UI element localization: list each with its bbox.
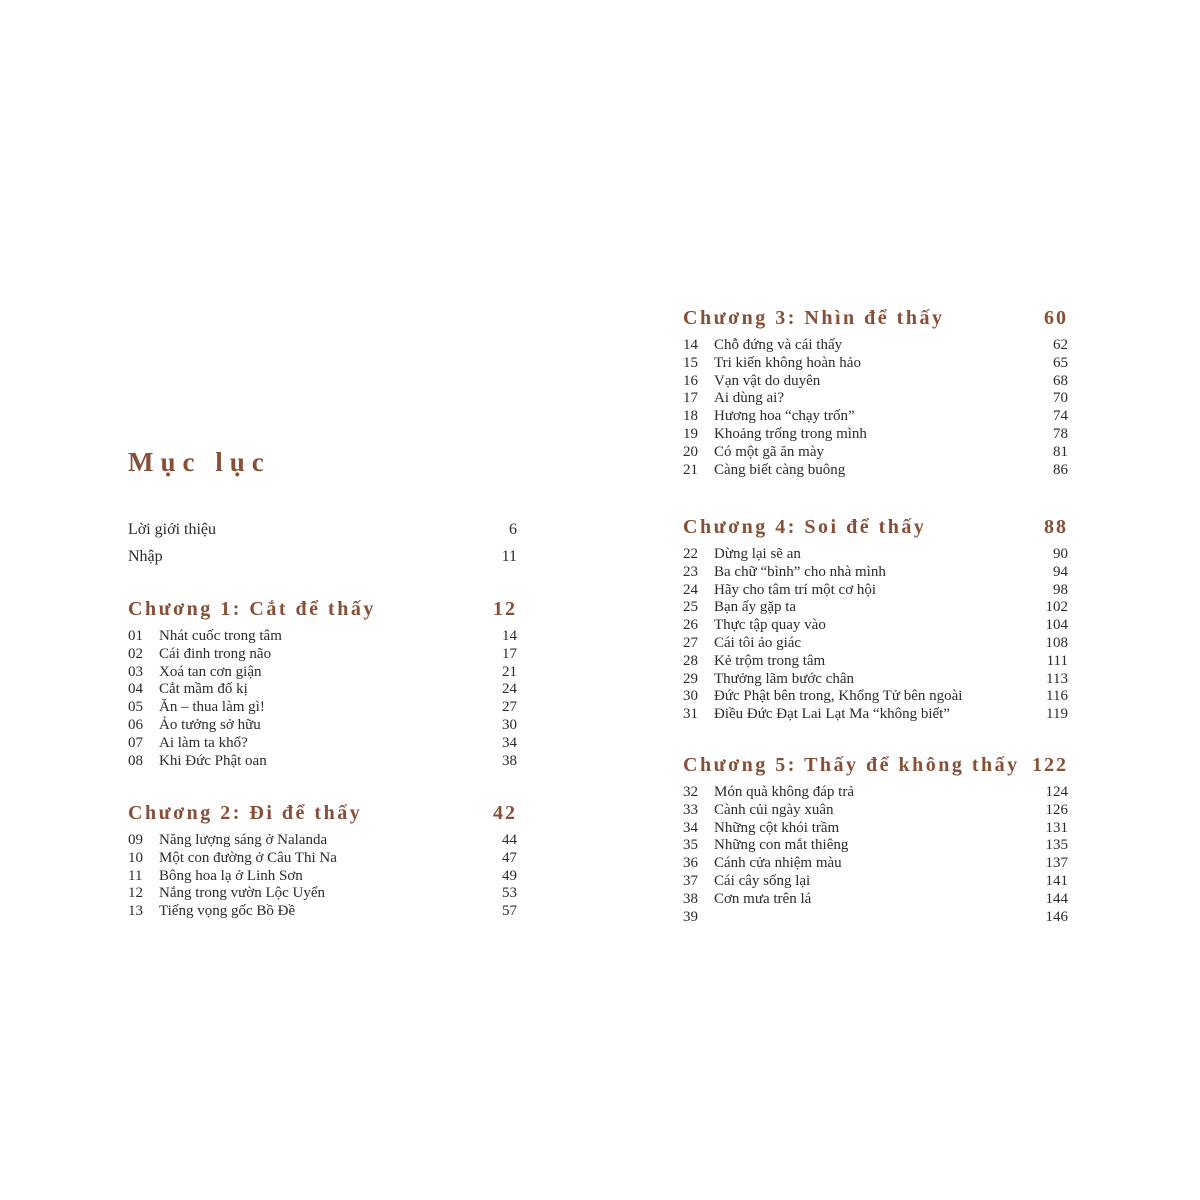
toc-item [128, 735, 517, 753]
toc-item [683, 855, 1068, 873]
toc-item-title: Dừng lại sẽ an [714, 546, 801, 562]
toc-item-title: Tiếng vọng gốc Bồ Đề [159, 903, 296, 920]
toc-item-page: 44 [502, 832, 517, 848]
toc-item-title: Thực tập quay vào [714, 617, 826, 634]
toc-item-number: 35 [683, 837, 698, 854]
toc-item-page: 113 [1046, 670, 1068, 687]
chapter-heading-row [683, 514, 1068, 540]
toc-item [683, 599, 1068, 617]
toc-item-number: 31 [683, 706, 698, 723]
toc-item-page: 104 [1045, 617, 1068, 634]
toc-item-page: 141 [1045, 872, 1068, 889]
toc-item-page: 62 [1053, 337, 1068, 353]
chapter-heading: Chương 5: Thấy để không thấy [683, 754, 1020, 776]
toc-item [683, 688, 1068, 706]
toc-item-number: 29 [683, 670, 698, 687]
front-matter-title: Lời giới thiệu [128, 521, 217, 538]
toc-item-title: Những con mắt thiêng [714, 837, 849, 854]
toc-item [128, 868, 517, 886]
toc-item-number: 30 [683, 688, 698, 705]
toc-item-page: 111 [1046, 652, 1068, 669]
toc-left-column [128, 0, 517, 1200]
toc-item-title: Ba chữ “bình” cho nhà mình [714, 563, 886, 580]
toc-item-number: 34 [683, 819, 698, 836]
toc-item-title: Ảo tưởng sở hữu [159, 716, 261, 733]
toc-item-title: Hãy cho tâm trí một cơ hội [714, 581, 877, 598]
chapter-page-number: 60 [1044, 307, 1068, 329]
toc-item-title: Hương hoa “chạy trốn” [714, 408, 855, 425]
toc-item-number: 22 [683, 546, 698, 562]
toc-item-number: 01 [128, 628, 143, 644]
toc-item-number: 27 [683, 634, 698, 651]
toc-item-number: 28 [683, 652, 698, 669]
chapter-block [683, 752, 1068, 926]
toc-item-page: 124 [1045, 784, 1068, 800]
chapter-item-list [683, 337, 1068, 479]
toc-item [683, 337, 1068, 355]
toc-item-number: 23 [683, 563, 698, 580]
toc-item-number: 32 [683, 784, 698, 800]
toc-item [683, 564, 1068, 582]
chapter-heading-row [683, 305, 1068, 331]
toc-item [683, 820, 1068, 838]
front-matter-list [128, 516, 517, 570]
toc-item-title: Món quà không đáp trả [714, 784, 854, 800]
toc-item-number: 06 [128, 716, 143, 733]
front-matter-item [128, 516, 517, 543]
toc-item [683, 909, 1068, 927]
page-title: Mục lục [128, 447, 271, 477]
front-matter-page: 6 [509, 521, 517, 538]
toc-item [683, 582, 1068, 600]
toc-item-title: Đức Phật bên trong, Khổng Tử bên ngoài [714, 688, 963, 705]
toc-item-number: 02 [128, 645, 143, 662]
toc-item-title: Điều Đức Đạt Lai Lạt Ma “không biết” [714, 706, 950, 723]
toc-item-number: 05 [128, 699, 143, 716]
toc-item-page: 90 [1053, 546, 1068, 562]
toc-item-title: Cánh cửa nhiệm màu [714, 855, 842, 872]
toc-item [128, 832, 517, 850]
toc-item [128, 903, 517, 921]
chapter-item-list [128, 832, 517, 921]
front-matter-item [128, 543, 517, 570]
toc-item-number: 16 [683, 372, 698, 389]
toc-item-page: 57 [502, 903, 517, 920]
toc-item-page: 86 [1053, 461, 1068, 478]
toc-item-page: 144 [1045, 890, 1068, 907]
toc-item-title: Vạn vật do duyên [714, 372, 821, 389]
toc-item-page: 78 [1053, 425, 1068, 442]
toc-item [683, 891, 1068, 909]
toc-item-page: 27 [502, 699, 517, 716]
chapter-page-number: 122 [1032, 754, 1068, 776]
toc-item-title: Khi Đức Phật oan [159, 752, 267, 769]
toc-item [128, 885, 517, 903]
toc-item-page: 108 [1045, 634, 1068, 651]
toc-item [683, 706, 1068, 724]
toc-item [128, 664, 517, 682]
toc-item [128, 681, 517, 699]
toc-item-number: 24 [683, 581, 698, 598]
toc-item [683, 390, 1068, 408]
toc-item [128, 717, 517, 735]
toc-item [683, 355, 1068, 373]
toc-item-number: 20 [683, 443, 698, 460]
toc-item-title: Thưởng lãm bước chân [714, 670, 855, 687]
toc-item-page: 94 [1053, 563, 1068, 580]
toc-item-number: 13 [128, 903, 143, 920]
toc-item-title: Những cột khói trầm [714, 819, 840, 836]
toc-item-page: 98 [1053, 581, 1068, 598]
toc-item-title: Bạn ấy gặp ta [714, 599, 797, 616]
chapter-page-number: 88 [1044, 516, 1068, 538]
toc-right-column [683, 0, 1068, 1200]
toc-item-number: 03 [128, 663, 143, 680]
toc-item-title: Tri kiến không hoàn hảo [714, 354, 861, 371]
toc-item-number: 33 [683, 801, 698, 818]
toc-item-page: 47 [502, 849, 517, 866]
chapter-heading: Chương 4: Soi để thấy [683, 516, 927, 538]
toc-item-number: 17 [683, 390, 698, 407]
toc-item-title: Ai làm ta khổ? [159, 734, 248, 751]
toc-item [128, 850, 517, 868]
toc-item-number: 19 [683, 425, 698, 442]
toc-item-page: 116 [1046, 688, 1068, 705]
toc-item-page: 14 [502, 628, 517, 644]
toc-item-title: Cái cây sống lại [714, 872, 811, 889]
toc-item [128, 628, 517, 646]
toc-item [683, 462, 1068, 480]
chapter-block [128, 596, 517, 770]
chapter-item-list [128, 628, 517, 770]
toc-item-page: 53 [502, 885, 517, 902]
toc-item-page: 119 [1046, 706, 1068, 723]
toc-item-page: 34 [502, 734, 517, 751]
toc-item-number: 37 [683, 872, 698, 889]
chapter-item-list [683, 784, 1068, 926]
toc-item [683, 873, 1068, 891]
toc-item-number: 36 [683, 855, 698, 872]
chapter-heading-row [128, 596, 517, 622]
toc-item-page: 126 [1045, 801, 1068, 818]
toc-item-number: 26 [683, 617, 698, 634]
toc-item-page: 81 [1053, 443, 1068, 460]
toc-item-page: 102 [1045, 599, 1068, 616]
toc-item [683, 784, 1068, 802]
toc-item-title: Bông hoa lạ ở Linh Sơn [159, 867, 303, 884]
toc-item-number: 38 [683, 890, 698, 907]
toc-item-title: Nắng trong vườn Lộc Uyển [159, 885, 326, 902]
toc-item-title: Một con đường ở Câu Thi Na [159, 849, 337, 866]
toc-item-number: 18 [683, 408, 698, 425]
toc-item [128, 753, 517, 771]
chapter-page-number: 42 [493, 802, 517, 824]
toc-item [683, 617, 1068, 635]
toc-item-number: 21 [683, 461, 698, 478]
toc-item [683, 426, 1068, 444]
toc-item-title: Nhát cuốc trong tâm [159, 628, 282, 644]
toc-item [683, 546, 1068, 564]
toc-item-number: 12 [128, 885, 143, 902]
toc-item-page: 137 [1045, 855, 1068, 872]
chapter-page-number: 12 [493, 598, 517, 620]
chapter-heading-row [683, 752, 1068, 778]
toc-item-number: 10 [128, 849, 143, 866]
toc-item-title: Xoá tan cơn giận [159, 663, 262, 680]
toc-item-number: 14 [683, 337, 698, 353]
toc-item-title: Ai dùng ai? [714, 390, 784, 407]
toc-item [128, 699, 517, 717]
toc-item-page: 146 [1045, 908, 1068, 925]
toc-item-page: 17 [502, 645, 517, 662]
toc-item-number: 07 [128, 734, 143, 751]
toc-item-title: Cắt mầm đố kị [159, 681, 248, 698]
toc-item [683, 653, 1068, 671]
toc-item-number: 08 [128, 752, 143, 769]
toc-item-number: 15 [683, 354, 698, 371]
toc-item-title: Cái đinh trong não [159, 645, 272, 662]
chapter-item-list [683, 546, 1068, 724]
chapter-block [683, 514, 1068, 724]
toc-item-page: 30 [502, 716, 517, 733]
toc-item-title: Cành củi ngày xuân [714, 801, 834, 818]
toc-item [683, 408, 1068, 426]
toc-item [683, 373, 1068, 391]
toc-item-title: Chỗ đứng và cái thấy [714, 337, 843, 353]
chapter-block [683, 305, 1068, 479]
toc-item-title: Có một gã ăn mày [714, 443, 824, 460]
toc-item-title: Ăn – thua làm gì! [159, 699, 265, 716]
toc-item-title: Kẻ trộm trong tâm [714, 652, 826, 669]
toc-item [683, 802, 1068, 820]
toc-item-page: 49 [502, 867, 517, 884]
toc-item-page: 74 [1053, 408, 1068, 425]
toc-item-number: 39 [683, 908, 698, 925]
toc-item [683, 837, 1068, 855]
toc-item-page: 70 [1053, 390, 1068, 407]
toc-item [683, 444, 1068, 462]
toc-item-title: Cơn mưa trên lá [714, 890, 812, 907]
toc-item [128, 646, 517, 664]
front-matter-page: 11 [501, 548, 517, 565]
toc-item-number: 09 [128, 832, 143, 848]
toc-item-page: 38 [502, 752, 517, 769]
chapter-heading-row [128, 800, 517, 826]
toc-item-number: 11 [128, 867, 143, 884]
toc-item-title: Cái tôi ảo giác [714, 634, 802, 651]
toc-item-number: 25 [683, 599, 698, 616]
toc-item [683, 635, 1068, 653]
toc-item-page: 135 [1045, 837, 1068, 854]
toc-item-number: 04 [128, 681, 143, 698]
toc-item-page: 131 [1045, 819, 1068, 836]
toc-item [683, 671, 1068, 689]
chapter-heading: Chương 1: Cắt để thấy [128, 598, 376, 620]
chapter-heading: Chương 2: Đi để thấy [128, 802, 363, 824]
front-matter-title: Nhập [128, 548, 163, 565]
toc-item-page: 21 [502, 663, 517, 680]
toc-item-title: Năng lượng sáng ở Nalanda [159, 832, 328, 848]
toc-item-page: 24 [502, 681, 517, 698]
toc-item-page: 65 [1053, 354, 1068, 371]
chapter-heading: Chương 3: Nhìn để thấy [683, 307, 945, 329]
toc-item-title: Càng biết càng buông [714, 461, 846, 478]
toc-item-page: 68 [1053, 372, 1068, 389]
toc-item-title: Khoảng trống trong mình [714, 425, 867, 442]
chapter-block [128, 800, 517, 921]
